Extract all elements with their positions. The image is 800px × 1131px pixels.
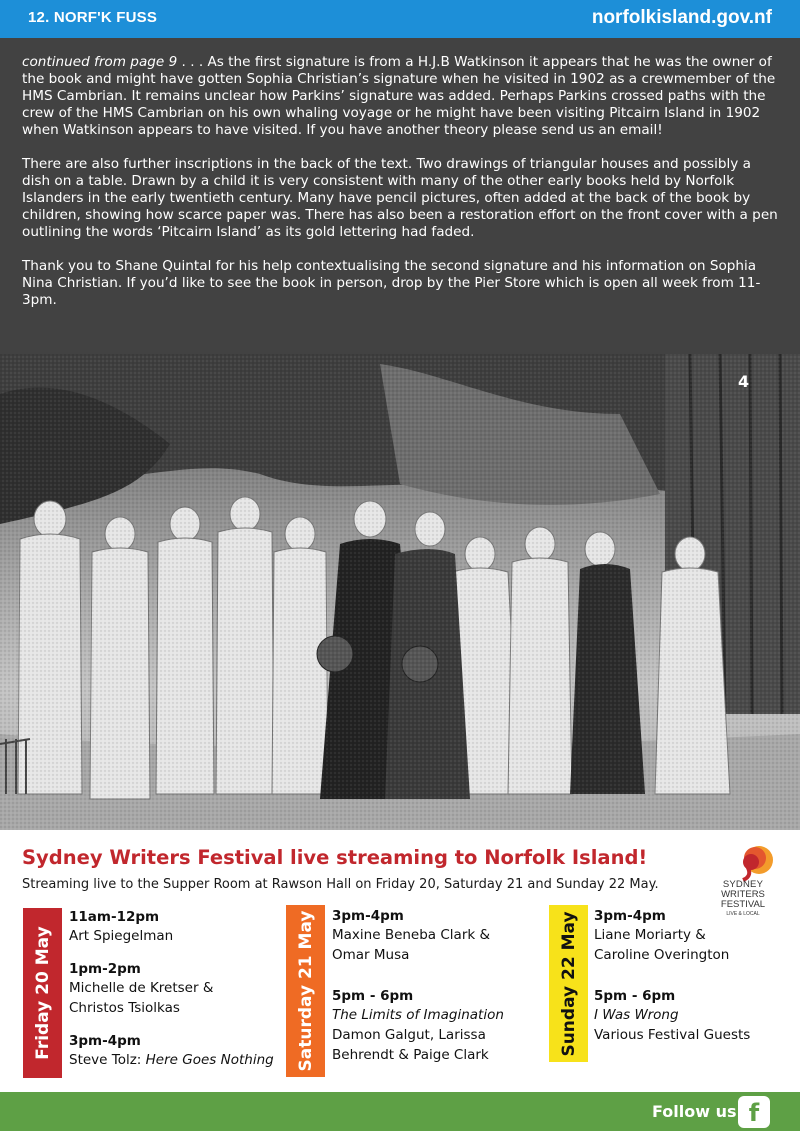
session-speaker: Damon Galgut, Larissa <box>332 1027 486 1043</box>
session-item <box>332 987 547 1065</box>
session-speaker: Omar Musa <box>332 947 410 963</box>
logo-line-2: WRITERS <box>721 889 765 900</box>
article-paragraph-2: There are also further inscriptions in the back of the text. Two drawings of triangular houses and possibly a dish on a table. Drawn by a child it is very consistent with many of the other early books held by Norfolk Islanders in the early twentieth century. Many have pencil pictures, often added at the back of the book by children, showing how scarce paper was. There has also been a restoration effort on the front cover with a pen outlining the words ‘Pitcairn Island’ as its gold lettering had faded. <box>22 156 778 240</box>
session-item <box>69 1032 284 1070</box>
day-sunday <box>549 905 789 1062</box>
session-speaker: Various Festival Guests <box>594 1027 751 1043</box>
sessions-saturday <box>332 905 547 1079</box>
session-time: 3pm-4pm <box>594 908 666 924</box>
continued-note: continued from page 9 <box>22 54 178 70</box>
session-item <box>69 908 284 946</box>
day-banner-sunday <box>549 905 588 1062</box>
day-label-sunday: Sunday 22 May <box>558 910 579 1057</box>
sessions-friday <box>69 908 284 1084</box>
logo-line-3: FESTIVAL <box>720 899 766 910</box>
session-item <box>332 907 547 965</box>
article-box <box>0 38 800 354</box>
session-time: 3pm-4pm <box>332 908 404 924</box>
session-title-text: The Limits of Imagination <box>332 1007 504 1023</box>
sessions-sunday <box>594 905 800 1059</box>
session-time: 5pm - 6pm <box>594 988 676 1004</box>
day-label-saturday: Saturday 21 May <box>295 910 316 1072</box>
paragraph-1-body: . . . As the first signature is from a H.J.B Watkinson it appears that he was the owner of the book and might have gotten Sophia Christian’s signature when he visited in 1902 as a crewmember of the HMS Cambrian. It remains unclear how Parkins’ signature was added. Perhaps Parkins crossed paths with the crew of the HMS Cambrian on his own whaling voyage or he might have been visiting Pitcairn Island in 1902 when Watkinson appears to have visited. If you have another theory please send us an email! <box>22 54 776 138</box>
photo-number: 4 <box>738 372 750 391</box>
historical-group-photo <box>0 354 800 830</box>
session-time: 11am-12pm <box>69 909 160 925</box>
session-speaker: Behrendt & Paige Clark <box>332 1047 489 1063</box>
follow-us-label: Follow us <box>652 1102 737 1121</box>
facebook-icon[interactable]: f <box>738 1096 770 1128</box>
article-paragraph-3: Thank you to Shane Quintal for his help contextualising the second signature and his information on Sophia Nina Christian. If you’d like to see the book in person, drop by the Pier Store which is open all week from 11-3pm. <box>22 258 761 308</box>
session-title-text: I Was Wrong <box>594 1007 679 1023</box>
session-item <box>69 960 284 1018</box>
speaker-name: Steve Tolz: <box>69 1052 146 1068</box>
session-speaker: Liane Moriarty & <box>594 927 706 943</box>
page-label: 12. NORF'K FUSS <box>28 9 158 26</box>
session-speaker: Maxine Beneba Clark & <box>332 927 491 943</box>
session-speaker: Michelle de Kretser & <box>69 980 214 996</box>
festival-section <box>0 830 800 1092</box>
session-speaker: Art Spiegelman <box>69 928 174 944</box>
day-saturday <box>286 905 536 1077</box>
day-banner-friday <box>23 908 62 1078</box>
sydney-writers-festival-logo <box>707 842 779 917</box>
session-time: 5pm - 6pm <box>332 988 414 1004</box>
session-time: 1pm-2pm <box>69 961 141 977</box>
logo-line-1: SYDNEY <box>722 879 764 890</box>
logo-swirl-icon <box>707 842 779 882</box>
page-header <box>0 0 800 38</box>
festival-subtitle: Streaming live to the Supper Room at Rawson Hall on Friday 20, Saturday 21 and Sunday 22 May. <box>22 877 659 892</box>
page-footer <box>0 1092 800 1131</box>
session-title <box>332 1005 547 1025</box>
day-label-friday: Friday 20 May <box>32 926 53 1060</box>
session-speaker: Christos Tsiolkas <box>69 1000 180 1016</box>
logo-line-4: LIVE & LOCAL <box>726 911 760 917</box>
day-friday <box>23 908 283 1078</box>
session-item <box>594 987 800 1045</box>
session-speaker: Caroline Overington <box>594 947 730 963</box>
website-link[interactable]: norfolkisland.gov.nf <box>591 7 772 28</box>
article-paragraph-1 <box>22 54 778 139</box>
day-banner-saturday <box>286 905 325 1077</box>
session-time: 3pm-4pm <box>69 1033 141 1049</box>
photo-illustration <box>0 354 800 830</box>
session-title <box>594 1005 800 1025</box>
session-item <box>594 907 800 965</box>
session-speaker <box>69 1050 284 1070</box>
book-title: Here Goes Nothing <box>145 1052 274 1068</box>
festival-title: Sydney Writers Festival live streaming to Norfolk Island! <box>22 846 648 869</box>
